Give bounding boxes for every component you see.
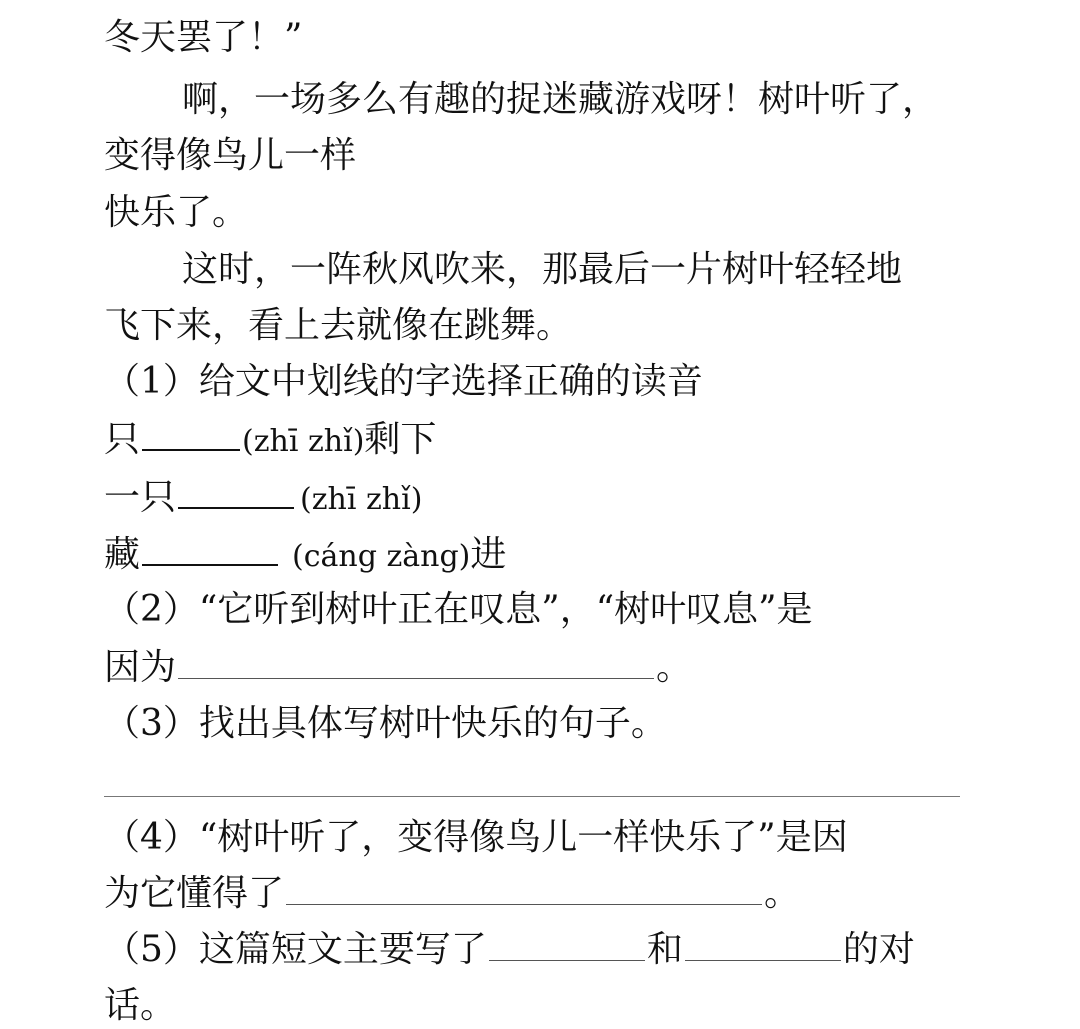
question-2-prompt: （2）“它听到树叶正在叹息”，“树叶叹息”是 [104,589,813,630]
item-b-char: 一只 [104,477,177,518]
answer-blank-1a[interactable] [142,419,240,451]
answer-blank-1c[interactable] [142,534,278,566]
question-4-lead: 为它懂得了 [104,873,285,914]
question-1-item-b [104,476,422,522]
story-line-4: 快乐了。 [104,192,249,233]
answer-blank-5a[interactable] [489,930,645,961]
question-1-item-c [104,533,506,579]
item-a-suffix: 剩下 [364,419,437,460]
story-line-1: 冬天罢了！” [104,17,303,58]
item-b-options: (zhī zhǐ) [300,482,423,517]
answer-blank-2[interactable] [178,648,654,679]
question-4-answer-line [104,872,800,916]
story-line-2: 啊，一场多么有趣的捉迷藏游戏呀！树叶听了， [182,79,939,120]
answer-blank-5b[interactable] [685,930,841,961]
item-a-char: 只 [104,419,141,460]
answer-line-3[interactable] [104,796,960,797]
question-5-prompt [104,928,915,972]
answer-blank-1b[interactable] [178,477,294,509]
answer-blank-4[interactable] [286,874,762,905]
item-c-options: (cáng zàng) [292,539,471,574]
question-5-and: 和 [646,929,683,970]
question-5-end: 的对 [842,929,915,970]
item-c-suffix: 进 [470,534,507,575]
story-line-3: 变得像鸟儿一样 [104,135,357,176]
question-5-lead: （5）这篇短文主要写了 [104,929,487,970]
question-2-end: 。 [656,647,693,688]
question-5-line-2: 话。 [104,985,177,1026]
question-3-prompt: （3）找出具体写树叶快乐的句子。 [104,703,667,744]
question-2-answer-line [104,646,692,690]
question-4-end: 。 [764,873,801,914]
story-line-5: 这时，一阵秋风吹来，那最后一片树叶轻轻地 [182,249,903,290]
question-4-prompt: （4）“树叶听了，变得像鸟儿一样快乐了”是因 [104,817,848,858]
item-c-char: 藏 [104,534,141,575]
question-1-item-a [104,418,436,464]
question-1-prompt: （1）给文中划线的字选择正确的读音 [104,361,703,402]
story-line-6: 飞下来，看上去就像在跳舞。 [104,305,573,346]
question-2-lead: 因为 [104,647,177,688]
item-a-options: (zhī zhǐ) [242,424,365,459]
